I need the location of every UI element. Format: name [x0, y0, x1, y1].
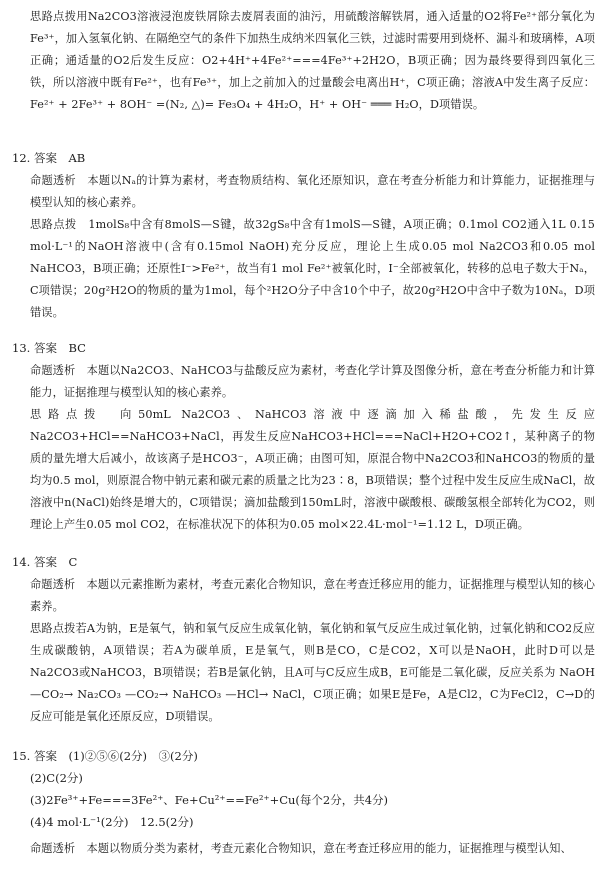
paragraph-q14-analysis: 思路点拨若A为钠，E是氧气，钠和氧气反应生成氧化钠，氧化钠和氧气反应生成过氧化钠，过氧化钠和CO2反应生成碳酸钠，A项错误；若A为碳单质，E是氧气，则B是CO，C是CO2，X可以是NaOH，此时D可以是Na2CO3或NaHCO3，B项错误；若B是氯化钠，且A可与C反应生成B，E可能是二氧化碳，反应关系为 NaOH —CO₂→ Na₂CO₃ —CO₂→ NaHCO₃ —HCl→ NaCl，C项正确；如果E是Fe，A是Cl2，C为FeCl2，C→D的反应可能是氧化还原反应，D项错误。	[30, 622, 595, 723]
answer-heading-13: 13. 答案 BC	[12, 341, 86, 355]
answer-heading-15: 15. 答案 (1)②⑤⑥(2分) ③(2分)	[12, 749, 198, 763]
answer-15-part4: (4)4 mol·L⁻¹(2分) 12.5(2分)	[30, 815, 194, 829]
paragraph-q11-analysis: 思路点拨用Na2CO3溶液浸泡废铁屑除去废屑表面的油污，用硫酸溶解铁屑，通入适量的O2将Fe²⁺部分氧化为Fe³⁺，加入氢氧化钠、在隔绝空气的条件下加热生成纳米四氧化三铁，过滤时需要用到烧杯、漏斗和玻璃棒，A项正确；通适量的O2后发生反应：O2+4H⁺+4Fe²⁺===4Fe³⁺+2H2O，B项正确；因为最终要得到四氧化三铁，所以溶液中既有Fe²⁺，也有Fe³⁺，加上之前加入的过量酸会电离出H⁺，C项正确；溶液A中发生离子反应：Fe²⁺ + 2Fe³⁺ + 8OH⁻ =(N₂, △)= Fe₃O₄ + 4H₂O，H⁺ + OH⁻ ═══ H₂O，D项错误。	[30, 10, 595, 111]
paragraph-q12-analysis: 思路点拨 1molS₈中含有8molS—S键，故32gS₈中含有1molS—S键，A项正确；0.1mol CO2通入1L 0.15 mol·L⁻¹的NaOH溶液中(含有0.15mol NaOH)充分反应，理论上生成0.05 mol Na2CO3和0.05 mol NaHCO3，B项正确；还原性I⁻>Fe²⁺，故当有1 mol Fe²⁺被氧化时，I⁻全部被氧化，转移的总电子数大于Nₐ，C项错误；20g²H2O的物质的量为1mol，每个²H2O分子中含10个中子，故20g²H2O中含中子数为10Nₐ，D项错误。	[30, 218, 595, 319]
paragraph-q13-analysis: 思路点拨 向50mL Na2CO3、NaHCO3溶液中逐滴加入稀盐酸，先发生反应Na2CO3+HCl==NaHCO3+NaCl，再发生反应NaHCO3+HCl===NaCl+H2O+CO2↑，某种离子的物质的量先增大后减小，故该离子是HCO3⁻，A项正确；由图可知，原混合物中Na2CO3和NaHCO3的物质的量均为0.5 mol，则原混合物中钠元素和碳元素的质量之比为23∶8，B项错误；整个过程中发生反应生成NaCl，故溶液中n(NaCl)始终是增大的，C项错误；滴加盐酸到150mL时，溶液中碳酸根、碳酸氢根全部转化为CO2，则理论上产生0.05 mol CO2，在标准状况下的体积为0.05 mol×22.4L·mol⁻¹=1.12 L，D项正确。	[30, 408, 595, 531]
answer-15-part2: (2)C(2分)	[30, 771, 83, 785]
paragraph-q14-intent: 命题透析 本题以元素推断为素材，考查元素化合物知识，意在考查迁移应用的能力，证据推理与模型认知的核心素养。	[30, 578, 595, 613]
answer-heading-12: 12. 答案 AB	[12, 151, 86, 165]
answer-15-part3: (3)2Fe³⁺+Fe===3Fe²⁺、Fe+Cu²⁺==Fe²⁺+Cu(每个2分，共4分)	[30, 793, 389, 807]
paragraph-q13-intent: 命题透析 本题以Na2CO3、NaHCO3与盐酸反应为素材，考查化学计算及图像分析，意在考查分析能力和计算能力，证据推理与模型认知的核心素养。	[30, 364, 595, 399]
answer-heading-14: 14. 答案 C	[12, 555, 78, 569]
paragraph-q12-intent: 命题透析 本题以Nₐ的计算为素材，考查物质结构、氧化还原知识，意在考查分析能力和计算能力，证据推理与模型认知的核心素养。	[30, 174, 595, 209]
paragraph-q15-intent: 命题透析 本题以物质分类为素材，考查元素化合物知识，意在考查迁移应用的能力，证据推理与模型认知、	[30, 842, 572, 855]
